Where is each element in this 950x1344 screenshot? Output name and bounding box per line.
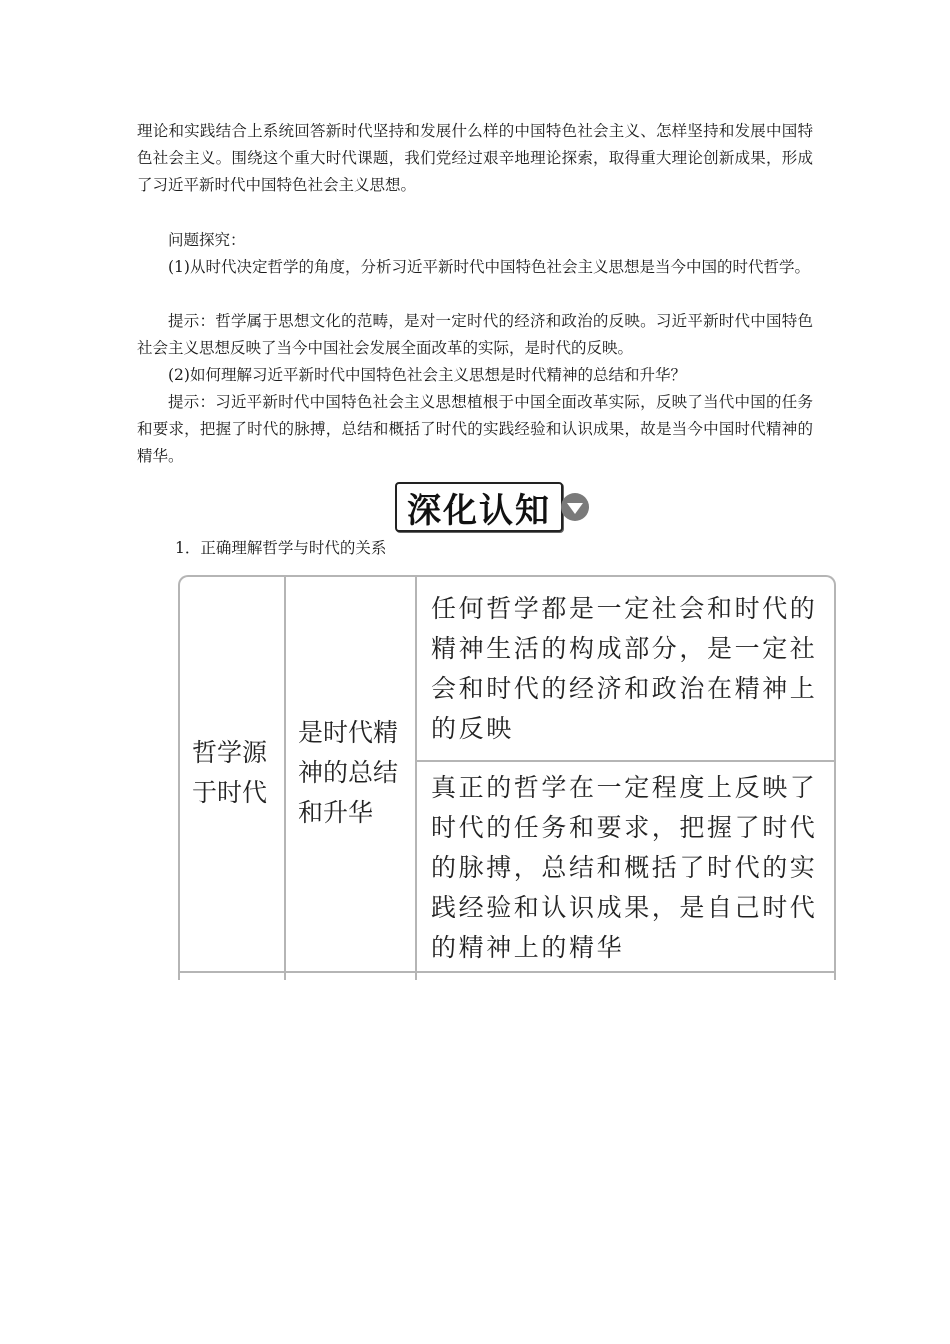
banner-box bbox=[395, 482, 563, 532]
question-2: (2)如何理解习近平新时代中国特色社会主义思想是时代精神的总结和升华？ bbox=[168, 366, 686, 384]
column-divider-2 bbox=[415, 575, 417, 980]
banner-label: 深化认知 bbox=[407, 490, 551, 531]
section-title: 1．正确理解哲学与时代的关系 bbox=[175, 539, 387, 557]
table-cell-row2: 真正的哲学在一定程度上反映了时代的任务和要求，把握了时代的脉搏，总结和概括了时代的实践经验和认识成果，是自己时代的精神上的精华 bbox=[431, 773, 818, 962]
section-banner bbox=[395, 481, 589, 533]
hint-1: 提示：哲学属于思想文化的范畴，是对一定时代的经济和政治的反映。习近平新时代中国特色社会主义思想反映了当今中国社会发展全面改革的实际，是时代的反映。 bbox=[137, 312, 813, 357]
bottom-row-divider bbox=[178, 971, 836, 973]
relation-table bbox=[178, 575, 838, 980]
table-cell-row1: 任何哲学都是一定社会和时代的精神生活的构成部分，是一定社会和时代的经济和政治在精神上的反映 bbox=[431, 594, 818, 743]
question-1: (1)从时代决定哲学的角度，分析习近平新时代中国特色社会主义思想是当今中国的时代哲学。 bbox=[168, 258, 810, 276]
row-divider bbox=[415, 760, 836, 762]
table-cell-origin: 哲学源于时代 bbox=[192, 738, 268, 807]
column-divider-1 bbox=[284, 575, 286, 980]
intro-paragraph: 理论和实践结合上系统回答新时代坚持和发展什么样的中国特色社会主义、怎样坚持和发展中国特色社会主义。围绕这个重大时代课题，我们党经过艰辛地理论探索，取得重大理论创新成果，形成了习近平新时代中国特色社会主义思想。 bbox=[137, 122, 813, 194]
table-cell-essence: 是时代精神的总结和升华 bbox=[298, 718, 399, 827]
inquiry-heading: 问题探究： bbox=[168, 231, 246, 249]
down-triangle-icon bbox=[561, 493, 589, 521]
hint-2: 提示：习近平新时代中国特色社会主义思想植根于中国全面改革实际，反映了当代中国的任务和要求，把握了时代的脉搏，总结和概括了时代的实践经验和认识成果，故是当今中国时代精神的精华。 bbox=[137, 393, 813, 465]
